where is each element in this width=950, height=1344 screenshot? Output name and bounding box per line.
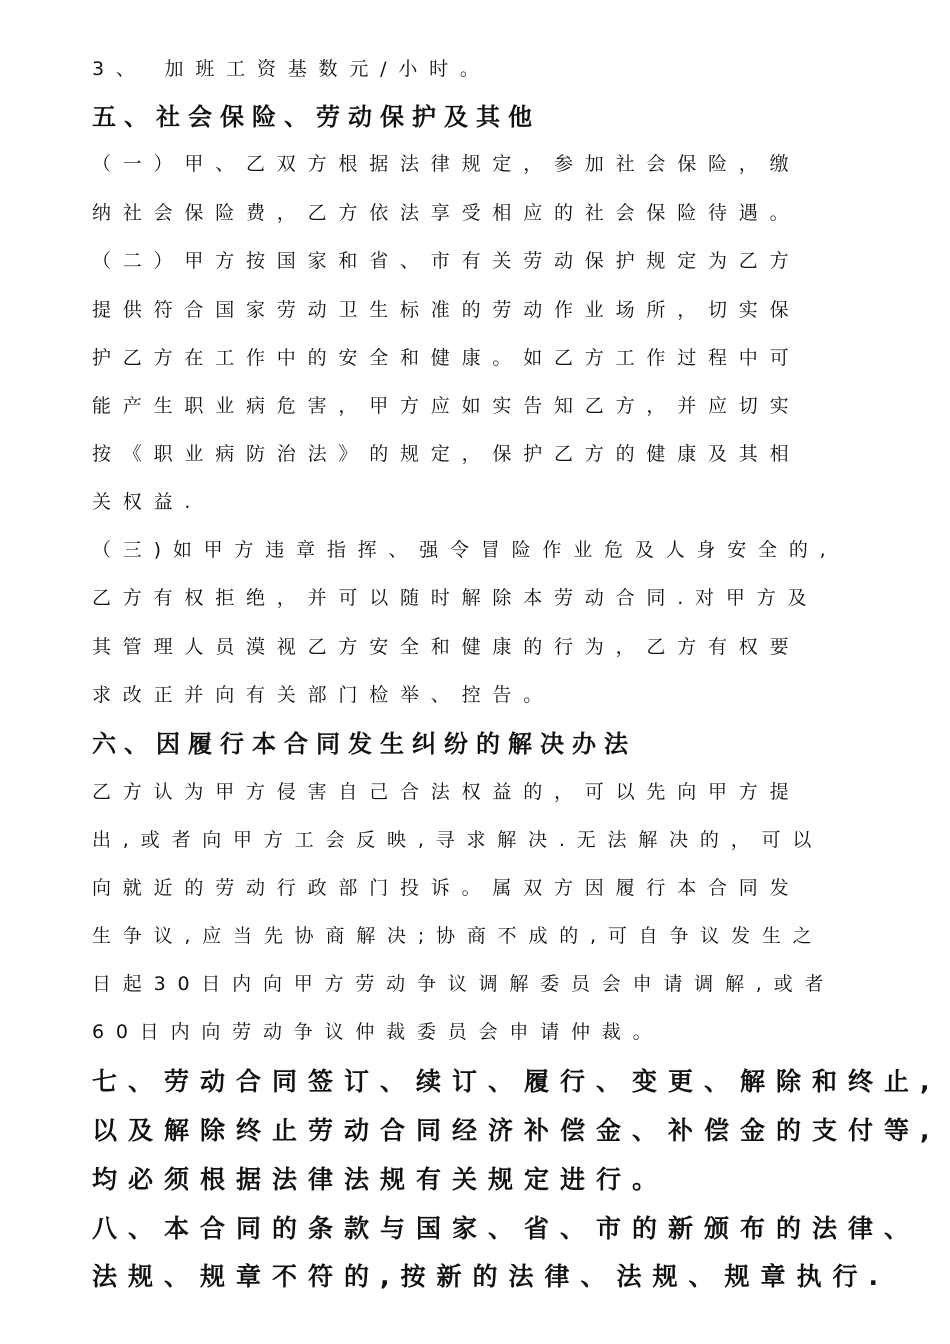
section-five-heading: 五、社会保险、劳动保护及其他 [92, 103, 540, 131]
paragraph-line: 日起30日内向甲方劳动争议调解委员会申请调解,或者 [92, 973, 836, 995]
paragraph-line: 60日内向劳动争议仲裁委员会申请仲裁。 [92, 1021, 664, 1043]
paragraph-line: （二）甲方按国家和省、市有关劳动保护规定为乙方 [92, 250, 801, 272]
paragraph-line: 生争议,应当先协商解决;协商不成的,可自争议发生之 [92, 925, 824, 947]
section-seven-line: 七、劳动合同签订、续订、履行、变更、解除和终止, [92, 1067, 941, 1096]
paragraph-line: 向就近的劳动行政部门投诉。属双方因履行本合同发 [92, 877, 801, 899]
paragraph-line: 纳社会保险费，乙方依法享受相应的社会保险待遇。 [92, 202, 801, 224]
section-seven-line: 以及解除终止劳动合同经济补偿金、补偿金的支付等, [92, 1116, 941, 1145]
paragraph-line: 其管理人员漠视乙方安全和健康的行为，乙方有权要 [92, 636, 801, 658]
paragraph-line: 能产生职业病危害，甲方应如实告知乙方，并应切实 [92, 395, 801, 417]
paragraph-line: 乙方有权拒绝，并可以随时解除本劳动合同.对甲方及 [92, 587, 819, 609]
paragraph-line: 求改正并向有关部门检举、控告。 [92, 684, 555, 706]
paragraph-line: 关权益. [92, 491, 203, 513]
paragraph-line: 出,或者向甲方工会反映,寻求解决.无法解决的，可以 [92, 829, 824, 851]
overtime-wage-line: 3、 加班工资基数元/小时。 [92, 58, 491, 80]
section-six-heading: 六、因履行本合同发生纠纷的解决办法 [92, 730, 636, 758]
paragraph-line: （一）甲、乙双方根据法律规定，参加社会保险，缴 [92, 153, 801, 175]
paragraph-line: 护乙方在工作中的安全和健康。如乙方工作过程中可 [92, 347, 801, 369]
section-seven-line: 均必须根据法律法规有关规定进行。 [92, 1165, 669, 1194]
paragraph-line: 按《职业病防治法》的规定，保护乙方的健康及其相 [92, 443, 801, 465]
paragraph-line: （三)如甲方违章指挥、强令冒险作业危及人身安全的, [92, 539, 838, 561]
paragraph-line: 乙方认为甲方侵害自己合法权益的，可以先向甲方提 [92, 781, 801, 803]
section-eight-line: 法规、规章不符的,按新的法律、法规、规章执行. [92, 1262, 889, 1291]
paragraph-line: 提供符合国家劳动卫生标准的劳动作业场所，切实保 [92, 299, 801, 321]
section-eight-line: 八、本合同的条款与国家、省、市的新颁布的法律、 [92, 1214, 921, 1243]
